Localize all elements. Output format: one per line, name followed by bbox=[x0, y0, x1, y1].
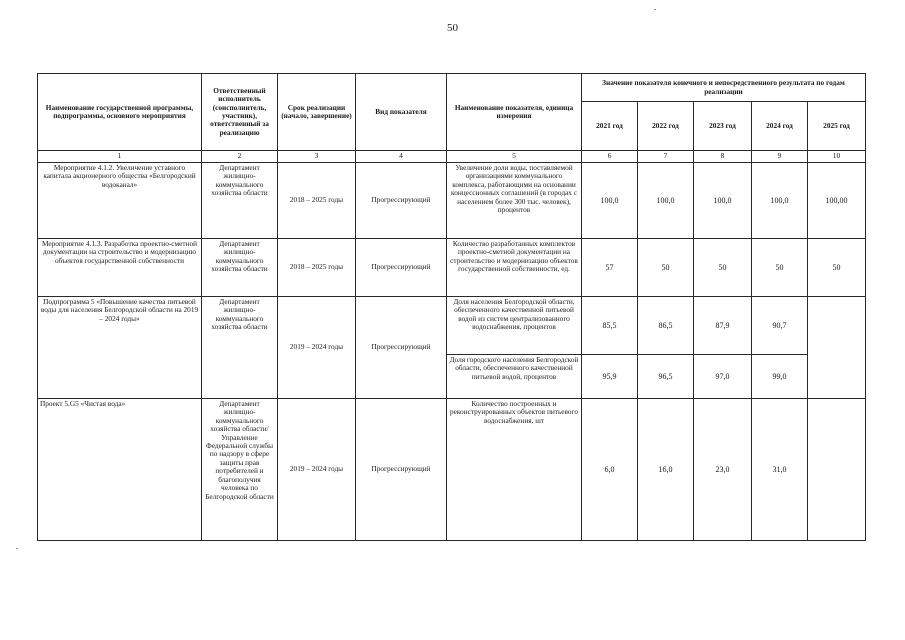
row-name: Проект 5.G5 «Чистая вода» bbox=[38, 398, 202, 540]
row-period: 2018 – 2025 годы bbox=[278, 238, 356, 296]
row-value: 23,0 bbox=[694, 398, 752, 540]
row-indicator: Доля населения Белгородской области, обеспеченного качественной питьевой водой из систем централизованного водоснабжения, процентов bbox=[447, 296, 582, 354]
row-indicator: Количество построенных и реконструированных объектов питьевого водоснабжения, шт bbox=[447, 398, 582, 540]
row-name: Подпрограмма 5 «Повышение качества питьевой воды для населения Белгородской области на 2019 – 2024 годы» bbox=[38, 296, 202, 398]
row-indicator: Доля городского населения Белгородской области, обеспеченного качественной питьевой водой, процентов bbox=[447, 354, 582, 398]
header-year: 2022 год bbox=[638, 102, 694, 151]
row-indicator-type: Прогрессирующий bbox=[356, 398, 447, 540]
row-value: 16,0 bbox=[638, 398, 694, 540]
row-name: Мероприятие 4.1.3. Разработка проектно-сметной документации на строительство и модернизацию объектов государственной собственности bbox=[38, 238, 202, 296]
row-value: 31,0 bbox=[752, 398, 808, 540]
row-indicator-type: Прогрессирующий bbox=[356, 238, 447, 296]
column-number: 10 bbox=[808, 151, 866, 163]
row-value: 90,7 bbox=[752, 296, 808, 354]
header-values-group: Значение показателя конечного и непосредственного результата по годам реализации bbox=[582, 74, 866, 102]
indicators-table bbox=[37, 73, 866, 541]
table-row bbox=[38, 162, 866, 238]
scan-speck bbox=[654, 9, 656, 10]
row-value: 100,0 bbox=[694, 162, 752, 238]
row-value: 100,0 bbox=[638, 162, 694, 238]
row-value: 95,9 bbox=[582, 354, 638, 398]
row-responsible: Департамент жилищно-коммунального хозяйства области/Управление Федеральной службы по надзору в сфере защиты прав потребителей и благополучия человека по Белгородской области bbox=[202, 398, 278, 540]
column-number: 1 bbox=[38, 151, 202, 163]
row-value: 57 bbox=[582, 238, 638, 296]
row-responsible: Департамент жилищно-коммунального хозяйства области bbox=[202, 162, 278, 238]
row-value: 85,5 bbox=[582, 296, 638, 354]
row-value: 50 bbox=[752, 238, 808, 296]
header-year: 2025 год bbox=[808, 102, 866, 151]
row-value: 99,0 bbox=[752, 354, 808, 398]
column-number: 5 bbox=[447, 151, 582, 163]
row-period: 2019 – 2024 годы bbox=[278, 296, 356, 398]
row-responsible: Департамент жилищно-коммунального хозяйства области bbox=[202, 296, 278, 398]
row-indicator-type: Прогрессирующий bbox=[356, 296, 447, 398]
header-responsible: Ответственный исполнитель (соисполнитель, участник), ответственный за реализацию bbox=[202, 74, 278, 151]
table-row bbox=[38, 238, 866, 296]
row-value: 86,5 bbox=[638, 296, 694, 354]
column-number: 4 bbox=[356, 151, 447, 163]
row-value: 100,00 bbox=[808, 162, 866, 238]
header-row-1 bbox=[38, 74, 866, 102]
row-indicator-type: Прогрессирующий bbox=[356, 162, 447, 238]
column-number: 7 bbox=[638, 151, 694, 163]
column-number: 6 bbox=[582, 151, 638, 163]
row-value bbox=[808, 296, 866, 398]
row-value: 50 bbox=[694, 238, 752, 296]
table-row bbox=[38, 296, 866, 354]
row-period: 2018 – 2025 годы bbox=[278, 162, 356, 238]
row-value bbox=[808, 398, 866, 540]
row-indicator: Увеличение доли воды, поставляемой организациями коммунального комплекса, работающими на основании концессионных соглашений (в городах с населением более 300 тыс. человек), процентов bbox=[447, 162, 582, 238]
header-indicator-type: Вид показателя bbox=[356, 74, 447, 151]
row-name: Мероприятие 4.1.2. Увеличение уставного капитала акционерного общества «Белгородский водоканал» bbox=[38, 162, 202, 238]
row-value: 100,0 bbox=[582, 162, 638, 238]
row-value: 50 bbox=[638, 238, 694, 296]
column-number: 2 bbox=[202, 151, 278, 163]
page-number: 50 bbox=[447, 22, 458, 34]
header-year: 2023 год bbox=[694, 102, 752, 151]
row-value: 100,0 bbox=[752, 162, 808, 238]
row-responsible: Департамент жилищно-коммунального хозяйства области bbox=[202, 238, 278, 296]
table-row bbox=[38, 398, 866, 540]
header-name: Наименование государственной программы, подпрограммы, основного мероприятия bbox=[38, 74, 202, 151]
row-value: 87,9 bbox=[694, 296, 752, 354]
header-period: Срок реализации (начало, завершение) bbox=[278, 74, 356, 151]
row-value: 50 bbox=[808, 238, 866, 296]
row-value: 6,0 bbox=[582, 398, 638, 540]
column-number: 8 bbox=[694, 151, 752, 163]
header-year: 2024 год bbox=[752, 102, 808, 151]
row-period: 2019 – 2024 годы bbox=[278, 398, 356, 540]
header-indicator-name: Наименование показателя, единица измерения bbox=[447, 74, 582, 151]
column-number: 3 bbox=[278, 151, 356, 163]
column-number: 9 bbox=[752, 151, 808, 163]
scan-speck bbox=[16, 548, 18, 549]
column-number-row bbox=[38, 151, 866, 163]
row-value: 97,0 bbox=[694, 354, 752, 398]
header-year: 2021 год bbox=[582, 102, 638, 151]
row-indicator: Количество разработанных комплектов проектно-сметной документации на строительство и модернизацию объектов государственной собственности, ед. bbox=[447, 238, 582, 296]
row-value: 96,5 bbox=[638, 354, 694, 398]
